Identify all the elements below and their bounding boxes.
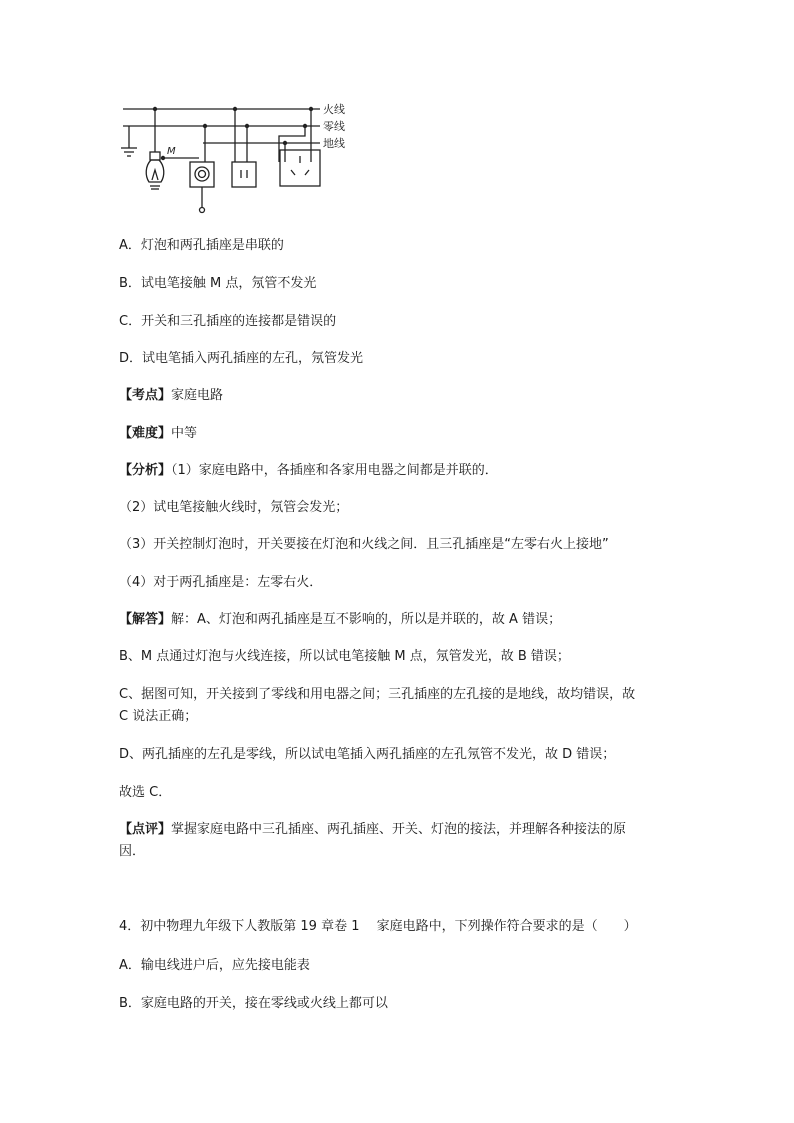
dianping-tag: 【点评】 bbox=[119, 822, 172, 837]
question4-option-a: A．输电线进户后，应先接电能表 bbox=[119, 958, 310, 973]
jieda-p4: D、两孔插座的左孔是零线，所以试电笔插入两孔插座的左孔氖管不发光，故 D 错误； bbox=[119, 747, 616, 762]
ground-symbol bbox=[121, 126, 137, 156]
label-ground: 地线 bbox=[323, 137, 345, 150]
circuit-diagram bbox=[115, 96, 365, 221]
kaodian-row bbox=[119, 385, 223, 406]
three-hole-socket bbox=[279, 109, 320, 186]
junction-dot bbox=[203, 124, 207, 128]
nandu-tag: 【难度】 bbox=[119, 426, 172, 441]
option-b: B．试电笔接触 M 点，氖管不发光 bbox=[119, 276, 317, 291]
fenxi-p2: （2）试电笔接触火线时，氖管会发光； bbox=[119, 500, 349, 515]
junction-dot bbox=[245, 124, 249, 128]
nandu-row bbox=[119, 423, 197, 444]
fenxi-row bbox=[119, 460, 498, 481]
switch-symbol bbox=[190, 126, 214, 213]
label-neutral: 零线 bbox=[323, 120, 345, 133]
jieda-p2: B、M 点通过灯泡与火线连接，所以试电笔接触 M 点，氖管发光，故 B 错误； bbox=[119, 649, 570, 664]
junction-dot bbox=[283, 141, 287, 145]
jieda-p3a: C、据图可知，开关接到了零线和用电器之间；三孔插座的左孔接的是地线，故均错误，故 bbox=[119, 687, 636, 702]
dianping-text-b: 因． bbox=[119, 844, 146, 859]
junction-dot bbox=[153, 107, 157, 111]
label-fire: 火线 bbox=[323, 103, 345, 116]
kaodian-text: 家庭电路 bbox=[171, 388, 224, 403]
fenxi-tag: 【分析】 bbox=[119, 463, 172, 478]
option-a: A．灯泡和两孔插座是串联的 bbox=[119, 238, 284, 253]
question4-stem: 4．初中物理九年级下人教版第 19 章卷 1 家庭电路中，下列操作符合要求的是（ ） bbox=[119, 919, 637, 934]
option-d: D．试电笔插入两孔插座的左孔，氖管发光 bbox=[119, 351, 364, 366]
junction-dot bbox=[303, 124, 307, 128]
two-hole-socket bbox=[232, 109, 256, 187]
jieda-p3b: C 说法正确； bbox=[119, 709, 198, 724]
jieda-p1: 解：A、灯泡和两孔插座是互不影响的，所以是并联的，故 A 错误； bbox=[171, 612, 562, 627]
jieda-p5: 故选 C． bbox=[119, 785, 172, 800]
kaodian-tag: 【考点】 bbox=[119, 388, 172, 403]
option-c: C．开关和三孔插座的连接都是错误的 bbox=[119, 314, 337, 329]
junction-dot bbox=[233, 107, 237, 111]
fenxi-p4: （4）对于两孔插座是：左零右火． bbox=[119, 575, 323, 590]
jieda-row bbox=[119, 609, 561, 630]
junction-dot bbox=[309, 107, 313, 111]
question4-option-b: B．家庭电路的开关，接在零线或火线上都可以 bbox=[119, 996, 388, 1011]
point-m-dot bbox=[161, 156, 165, 160]
label-m: M bbox=[167, 146, 176, 157]
bulb-branch bbox=[146, 109, 164, 189]
dianping-text-a: 掌握家庭电路中三孔插座、两孔插座、开关、灯泡的接法，并理解各种接法的原 bbox=[171, 822, 627, 837]
dianping-row bbox=[119, 819, 626, 840]
fenxi-p3: （3）开关控制灯泡时，开关要接在灯泡和火线之间．且三孔插座是“左零右火上接地” bbox=[119, 537, 609, 552]
jieda-tag: 【解答】 bbox=[119, 612, 172, 627]
fenxi-p1: （1）家庭电路中，各插座和各家用电器之间都是并联的． bbox=[171, 463, 498, 478]
nandu-text: 中等 bbox=[171, 426, 198, 441]
